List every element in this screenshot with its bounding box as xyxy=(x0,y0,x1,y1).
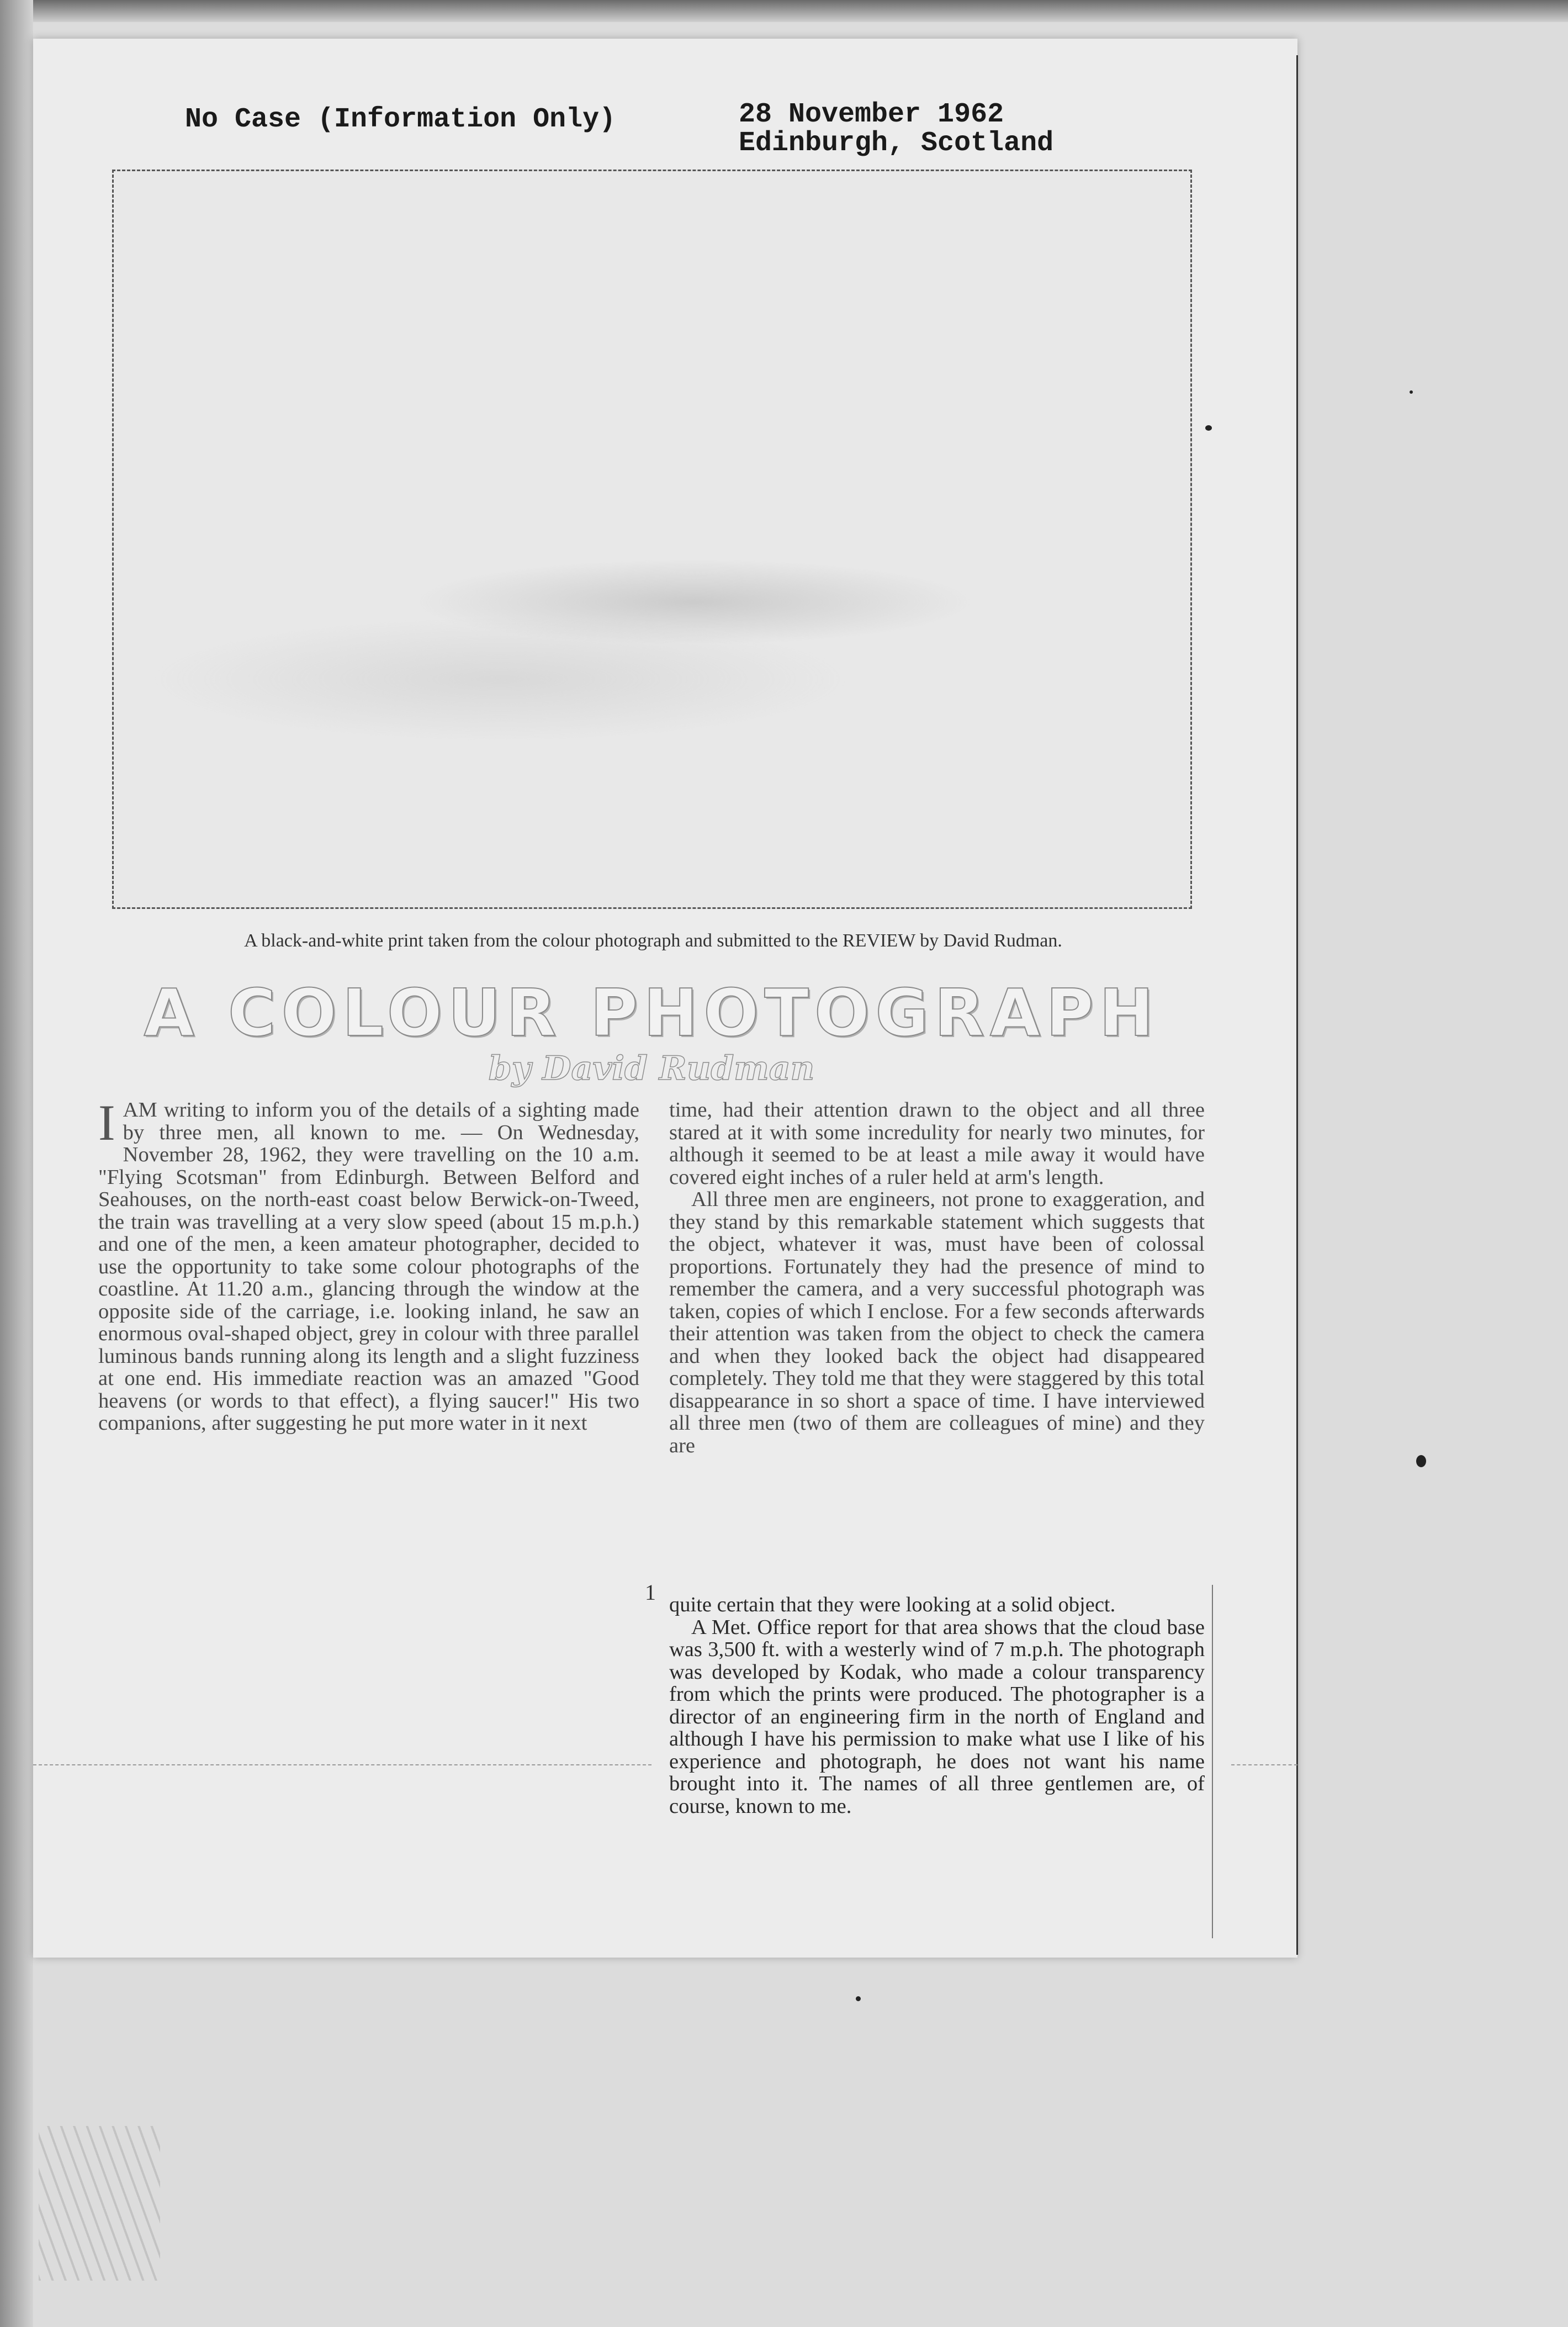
paragraph-text: AM writing to inform you of the details of a sighting made by three men, all known to me. — On Wednesday, November 28, 1962, they were travelling on the 10 a.m. "Flying Scotsman" from Edinburgh. Between Belford and Seahouses, on the north-east coast below Berwick-on-Tweed, the train was travelling at a very slow speed (about 15 m.p.h.) and one of the men, a keen amateur photographer, decided to use the opportunity to take some colour photographs of the coastline. At 11.20 a.m., glancing through the window at the opposite side of the carriage, i.e. looking inland, he saw an enormous oval-shaped object, grey in colour with three parallel luminous bands running along its length and a slight fuzziness at one end. His immediate reaction was an amazed "Good heavens (or words to that effect), a flying saucer!" His two companions, after suggesting he put more water in it next xyxy=(98,1098,639,1435)
article-paragraph: All three men are engineers, not prone to exaggeration, and they stand by this remarkable statement which suggests that the object, whatever it was, must have been of colossal proportions. Fortunately they had the presence of mind to remember the camera, and a very successful photograph was taken, copies of which I enclose. For a few seconds afterwards their attention was taken from the object to check the camera and when they looked back the object had disappeared completely. They told me that they were staggered by this total disappearance in so short a space of time. I have interviewed all three men (two of them are colleagues of mine) and they are xyxy=(669,1188,1205,1457)
clipping-edge xyxy=(1212,1585,1213,1938)
cut-line xyxy=(1231,1764,1297,1765)
page-number: 1 xyxy=(645,1580,656,1605)
photo-caption: A black-and-white print taken from the colour photograph and submitted to the REVIEW by David Rudman. xyxy=(244,930,1062,951)
article-byline: by David Rudman xyxy=(488,1049,815,1088)
scan-left-edge xyxy=(0,0,33,2327)
scan-speck xyxy=(856,1996,861,2001)
scan-speck xyxy=(1205,425,1212,431)
date-location xyxy=(739,101,1053,158)
scan-smudge xyxy=(39,2126,160,2281)
article-column-1 xyxy=(98,1094,639,1435)
scan-top-edge xyxy=(0,0,1568,22)
article-paragraph: time, had their attention drawn to the object and all three stared at it with some incredulity for nearly two minutes, for although it seemed to be at least a mile away it would have covered eight inches of a ruler held at arm's length. xyxy=(669,1098,1205,1189)
page-edge-rule xyxy=(1296,55,1298,1955)
article-paragraph: A Met. Office report for that area shows that the cloud base was 3,500 ft. with a westerly wind of 7 m.p.h. The photograph was developed by Kodak, who made a colour transparency from which the prints were produced. The photographer is a director of an engineering firm in the north of England and although I have his permission to make what use I like of his experience and photograph, he does not want his name brought into it. The names of all three gentlemen are, of course, known to me. xyxy=(669,1615,1205,1818)
ufo-photograph xyxy=(112,170,1192,909)
article-column-3 xyxy=(669,1594,1205,1817)
article-paragraph: quite certain that they were looking at a solid object. xyxy=(669,1593,1116,1616)
header-location: Edinburgh, Scotland xyxy=(739,128,1054,159)
case-label: No Case (Information Only) xyxy=(185,104,616,135)
article-column-2 xyxy=(669,1099,1205,1457)
scan-speck xyxy=(1410,390,1413,394)
drop-cap: I xyxy=(98,1094,115,1151)
scan-speck xyxy=(1416,1455,1426,1467)
cut-line xyxy=(33,1764,651,1765)
article-title: A COLOUR PHOTOGRAPH xyxy=(144,975,1159,1051)
article-paragraph xyxy=(98,1094,639,1435)
header-date: 28 November 1962 xyxy=(739,99,1004,130)
